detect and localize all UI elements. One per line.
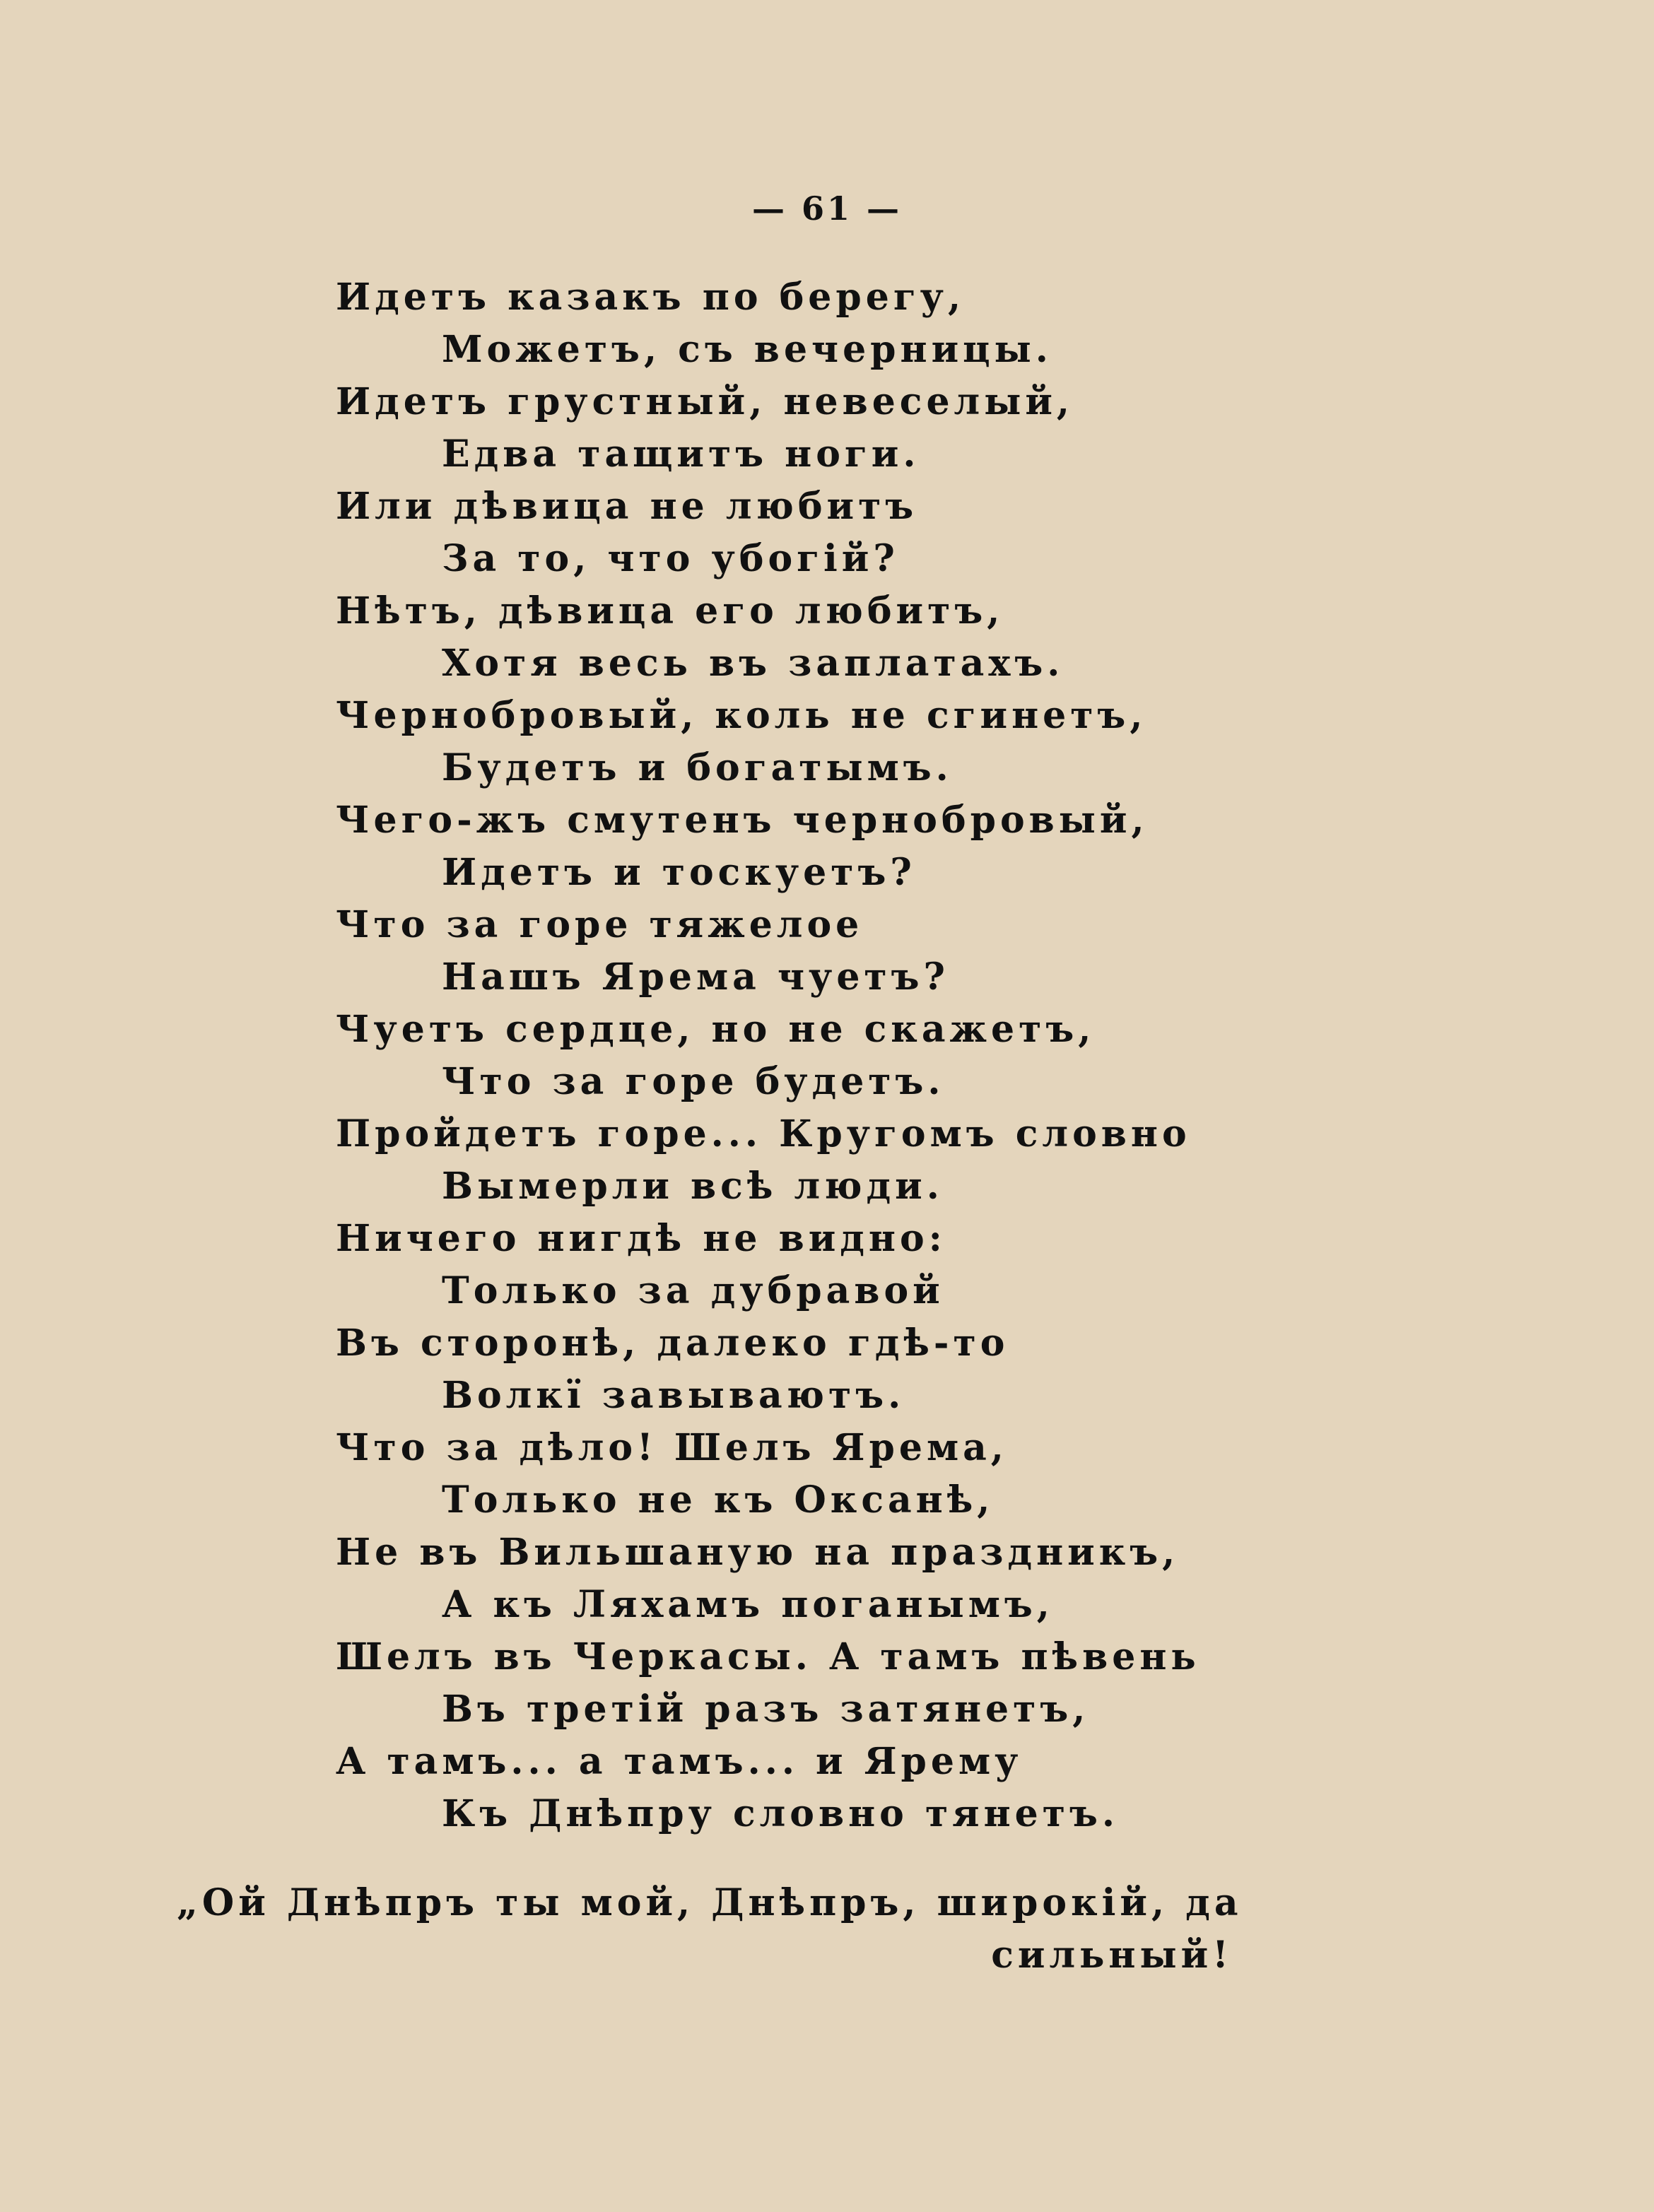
verse-line: Можетъ, съ вечерницы. bbox=[442, 328, 1052, 371]
quote-line: „Ой Днѣпръ ты мой, Днѣпръ, широкій, да bbox=[177, 1881, 1243, 1924]
verse-line: Идетъ казакъ по берегу, bbox=[336, 276, 966, 319]
song-quote bbox=[177, 1877, 1243, 1982]
verse-line: Въ сторонѣ, далеко гдѣ-то bbox=[336, 1322, 1009, 1365]
verse-line: Нѣтъ, дѣвица его любитъ, bbox=[336, 589, 1004, 633]
verse-line: Шелъ въ Черкасы. А тамъ пѣвень bbox=[336, 1635, 1200, 1678]
verse-line: Идетъ грустный, невеселый, bbox=[336, 380, 1074, 423]
verse-line: Едва тащитъ ноги. bbox=[442, 433, 920, 476]
page-number: — 61 — bbox=[751, 189, 903, 228]
verse-line: Что за горе тяжелое bbox=[336, 903, 864, 946]
verse-line: Что за дѣло! Шелъ Ярема, bbox=[336, 1426, 1008, 1469]
verse-line: Идетъ и тоскуетъ? bbox=[442, 851, 916, 894]
verse-line: Нашъ Ярема чуетъ? bbox=[442, 955, 949, 999]
verse-line: Только не къ Оксанѣ, bbox=[442, 1478, 995, 1522]
verse-line: За то, что убогій? bbox=[442, 537, 899, 580]
verse-line: Волкї завываютъ. bbox=[442, 1374, 905, 1417]
verse-line: Пройдетъ горе... Кругомъ словно bbox=[336, 1112, 1191, 1155]
verse-line: Чернобровый, коль не сгинетъ, bbox=[336, 694, 1147, 737]
verse-line: Къ Днѣпру словно тянетъ. bbox=[442, 1792, 1119, 1835]
verse-line: Только за дубравой bbox=[442, 1269, 944, 1312]
verse-line: Чуетъ сердце, но не скажетъ, bbox=[336, 1008, 1096, 1051]
verse-line: Чего-жъ смутенъ чернобровый, bbox=[336, 799, 1149, 842]
verse-line: Въ третій разъ затянетъ, bbox=[442, 1688, 1090, 1731]
verse-line: Или дѣвица не любитъ bbox=[336, 485, 918, 528]
verse-line: Вымерли всѣ люди. bbox=[442, 1165, 944, 1208]
verse-line: Не въ Вильшаную на праздникъ, bbox=[336, 1531, 1180, 1574]
poem-stanza bbox=[336, 271, 1325, 1840]
verse-line: Ничего нигдѣ не видно: bbox=[336, 1217, 946, 1260]
verse-line: А къ Ляхамъ поганымъ, bbox=[442, 1583, 1054, 1626]
quote-line-continuation: сильный! bbox=[991, 1934, 1233, 1977]
verse-line: А тамъ... а тамъ... и Ярему bbox=[336, 1740, 1023, 1783]
verse-line: Хотя весь въ заплатахъ. bbox=[442, 642, 1064, 685]
verse-line: Что за горе будетъ. bbox=[442, 1060, 945, 1103]
verse-line: Будетъ и богатымъ. bbox=[442, 746, 953, 789]
